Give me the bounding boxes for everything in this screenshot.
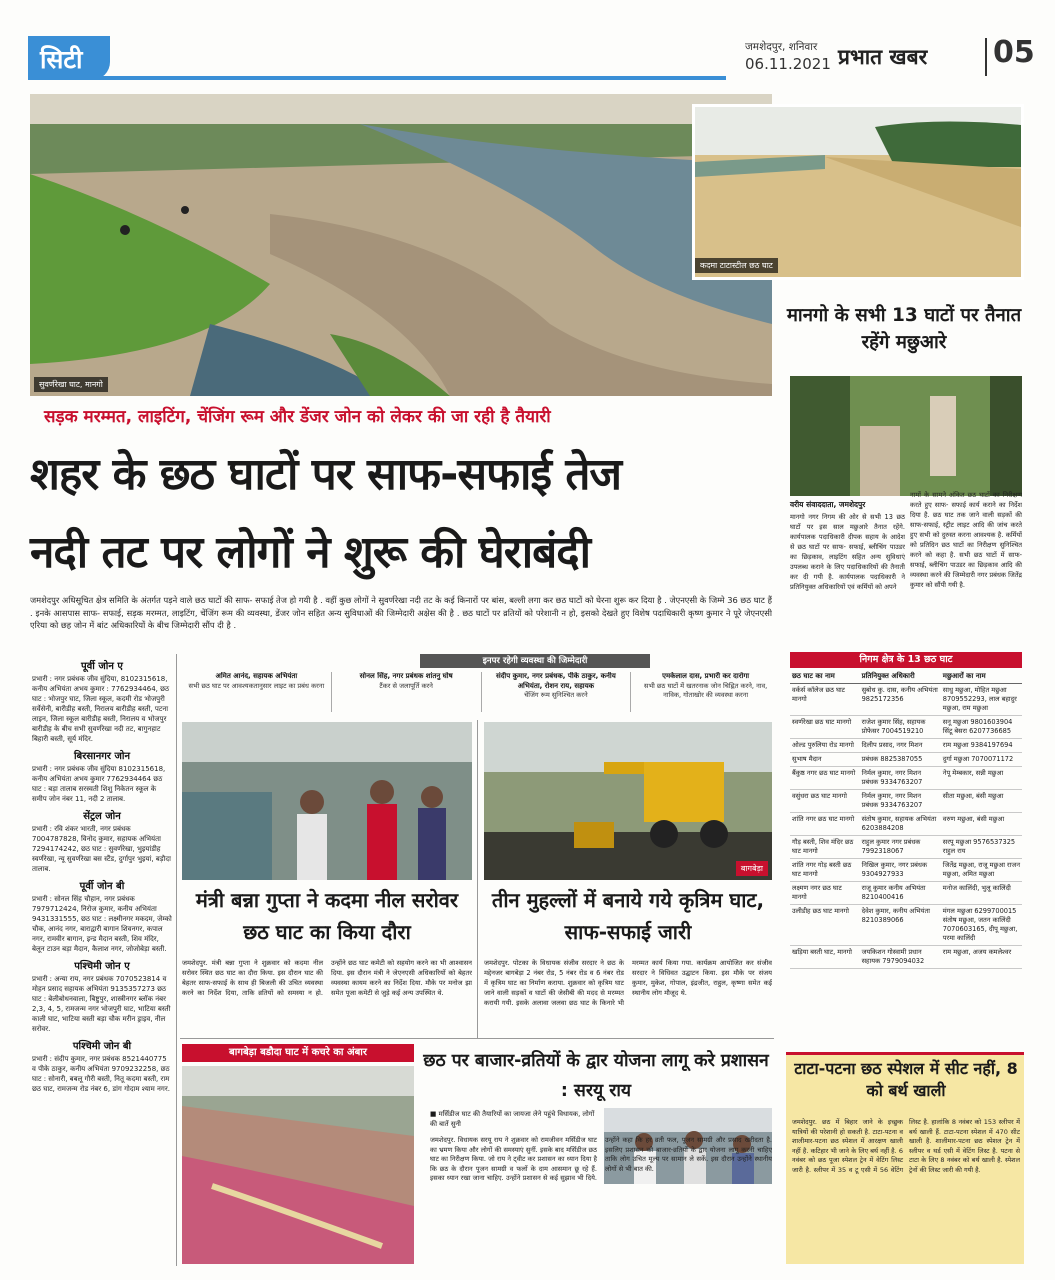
ghat-officer-cell: देवेश कुमार, कनीय अभियंता 8210389066 <box>860 905 941 946</box>
ghat-name-cell: खड़िया बस्ती घाट, मानगो <box>790 946 860 969</box>
ghat-col-fishermen: मछुआरों का नाम <box>941 670 1022 684</box>
page-number: 05 <box>993 35 1035 70</box>
paper-logo: प्रभात खबर <box>838 45 928 69</box>
minister-headline: मंत्री बन्ना गुप्ता ने कदमा नील सरोवर छठ घाट का किया दौरा <box>195 888 459 944</box>
ghat-name-cell: लक्ष्मण नगर छठ घाट मानगो <box>790 882 860 905</box>
ghat-officer-cell: निर्मल कुमार, नगर मिशन प्रबंधक 9334763207 <box>860 767 941 790</box>
ghat-name-cell: वसुंधरा छठ घाट मानगो <box>790 790 860 813</box>
ghat-officer-cell: राजेश कुमार सिंह, सहायक प्रोफेसर 7004519210 <box>860 716 941 739</box>
responsibility-name: एमकेलाल दास, प्रभारी कर दारोगा <box>662 672 750 680</box>
zone-body: प्रभारी : नगर प्रबंधक जीव सुंदिया 8102315618, कनीय अभियंता अभय कुमार 7762934464 छठ घाट : बड़ा तालाब सरस्वती शिशु निकेतन स्कूल के समीप जोन नंबर 11, नदी 2 तालाब. <box>32 765 166 803</box>
ghat-officer-cell: दिलीप प्रसाद, नगर मिशन <box>860 739 941 753</box>
responsibility-name: संदीप कुमार, नगर प्रबंधक, पीके ठाकुर, कनीय अभियंता, रोशन राय, सहायक <box>495 672 616 690</box>
ghat-table-row <box>790 882 1022 905</box>
ghat-officer-cell: सुबोध कु. दास, कनीय अभियंता 9825172356 <box>860 684 941 716</box>
inset-ghat-illustration <box>695 107 1021 277</box>
responsibility-name: अमित आनंद, सहायक अभियंता <box>215 672 298 680</box>
zone-column <box>32 654 172 1266</box>
ghat-name-cell: गौड़ बस्ती, शिव मंदिर छठ घाट मानगो <box>790 836 860 859</box>
zone-body: प्रभारी : संदीप कुमार, नगर प्रबंधक 8521440775 व पीके ठाकुर, कनीय अभियंता 9709232258, छठ घाट : सोनारी, बबलू गौरी बस्ती, नितू कदमा बस्ती, राम छठ घाट, रामजन्म रोड नंबर 6, डांग गोदाम श्याम नगर. <box>32 1055 170 1093</box>
ghat-officer-cell: राहुल कुमार नगर प्रबंधक 7992318067 <box>860 836 941 859</box>
responsibility-name: सोनल सिंह, नगर प्रबंधक शांतनु घोष <box>359 672 453 680</box>
ghat-table-row <box>790 836 1022 859</box>
saryu-body: जमशेदपुर. विधायक सरयू राय ने शुक्रवार को रामजीवन मर्सिडीज घाट का भ्रमण किया और लोगों की समस्याएं सुनीं. इसके बाद मर्सिडीज छठ घाट का निरीक्षण किया. जो राय ने ट्वीट कर प्रशासन का ध्यान दिया है कि छठ के दौरान पूजन सामग्री व फलों के दाम आसमान छू रहे हैं. इसका ध्यान रखा जाना चाहिए. उन्होंने प्रशासन से कई सुझाव भी दिये. उन्होंने कहा कि हर व्रती फल, पूजन सामग्री और प्रसाद खरीदता है. इसलिए प्रशासन को बाजार-व्रतियों के द्वार योजना लागू करनी चाहिए ताकि लोग उचित मूल्य पर सामान ले सकें. इस दौरान उन्होंने स्थानीय लोगों से भी बात की. <box>430 1136 772 1183</box>
saryu-headline: छठ पर बाजार-व्रतियों के द्वार योजना लागू करे प्रशासन : सरयू राय <box>423 1051 769 1101</box>
zone-body: प्रभारी : नगर प्रबंधक जीव सुंदिया, 8102315618, कनीय अभियंता अभय कुमार : 7762934464, छठ घाट : भोजपुर घाट, जिला स्कूल, कदमी रोड भोजपुरी सर्वेसेनी, बारीडीह बस्ती, निरालय बारीडीह बस्ती, पटना लाइन, जिला स्कूल बारीडीह बस्ती, निरालय व भोजपुर बारीडीह के बीच सभी सुवर्णरेखा नदी तट, बागुनहाट बिहारी बस्ती, सूर्य मंदिर. <box>32 675 170 743</box>
lead-kicker: सड़क मरम्मत, लाइटिंग, चेंजिंग रूम और डेंजर जोन को लेकर की जा रही है तैयारी <box>44 407 551 427</box>
saryu-bullet <box>430 1110 598 1129</box>
ghat-officer-cell: निर्मल कुमार, नगर मिशन प्रबंधक 9334763207 <box>860 790 941 813</box>
ghat-name-cell: शांति नगर गोड़ बस्ती छठ घाट मानगो <box>790 859 860 882</box>
garbage-photo <box>182 1066 414 1264</box>
ghat-officer-cell: संतोष कुमार, सहायक अभियंता 6203884208 <box>860 813 941 836</box>
ghat-name-cell: सुभाष मैदान <box>790 753 860 767</box>
ghat-fishermen-cell: सरपू मछुआ 9576537325 राहुल राय <box>941 836 1022 859</box>
lead-headline-1: शहर के छठ घाटों पर साफ-सफाई तेज <box>30 449 622 500</box>
city-day: जमशेदपुर, शनिवार <box>745 41 818 53</box>
responsibility-item <box>182 672 331 712</box>
zone-title: पूर्वी जोन बी <box>79 881 125 892</box>
ghat-fishermen-cell: राम मछुआ 9384197694 <box>941 739 1022 753</box>
ghat-table-row <box>790 946 1022 969</box>
mango-byline: वरीय संवाददाता, जमशेदपुर <box>790 500 866 509</box>
jcb-photo-tag: बागबेड़ा <box>736 861 768 876</box>
masthead <box>0 0 1055 86</box>
train-headline: टाटा-पटना छठ स्पेशल में सीट नहीं, 8 को बर्थ खाली <box>794 1059 1018 1100</box>
top-photo-caption: सुवर्णरेखा घाट, मानगो <box>34 377 108 392</box>
ghat-col-officer: प्रतिनियुक्त अधिकारी <box>860 670 941 684</box>
saryu-bullet-text: मर्सिडीज घाट की तैयारियों का जायजा लेने पहुंचे विधायक, लोगों की बातें सुनी <box>430 1110 595 1128</box>
ghat-table-row <box>790 767 1022 790</box>
responsibility-role: सभी छठ घाट पर आवश्यकतानुसार लाइट का प्रबंध करना <box>188 681 325 690</box>
responsibility-row <box>182 672 780 712</box>
minister-body: जमशेदपुर. मंत्री बन्ना गुप्ता ने शुक्रवार को कदमा नील सरोवर स्थित छठ घाट का दौरा किया. इस दौरान घाट की बेहतर साफ-सफाई के साथ ही बिजली की उचित व्यवस्था करने का निर्देश दिया, ताकि व्रतियों को समस्या न हो. उन्होंने छठ घाट कमेटी को सहयोग करने का भी आश्वासन दिया. इस दौरान मंत्री ने जेएनएसी अधिकारियों को बेहतर व्यवस्था कायम करने का निर्देश दिया. मौके पर मनोज झा समेत पूजा कमेटी से जुड़े कई अन्य उपस्थित थे. <box>182 959 472 997</box>
lead-intro: जमशेदपुर अधिसूचित क्षेत्र समिति के अंतर्गत पड़ने वाले छठ घाटों की साफ- सफाई तेज हो गयी है . वहीं कुछ लोगों ने सुवर्णरेखा नदी तट के कई किनारों पर बांस, बल्ली लगा कर छठ घाटों को घेरना शुरू कर दिया है . जेएनएसी के जिम्मे 36 छठ घाट हैं . इनके आसपास साफ- सफाई, सड़क मरम्मत, लाइटिंग, चेंजिंग रूम की व्यवस्था, डेंजर जोन सहित अन्य सुविधाओं की जिम्मेदारी अक्षेस की है . छठ घाटों पर व्रतियों को परेशानी न हो, इसको देखते हुए विशेष पदाधिकारी कृष्ण कुमार ने पूरे जेएनएसी एरिया को छह जोन में बांट अधिकारियों के बीच जिम्मेदारी सौंप दी है . <box>30 595 772 630</box>
ghat-officer-cell: जयकिशन गोस्वामी प्रधान सहायक 7979094032 <box>860 946 941 969</box>
ghat-name-cell: ओल्ड पुरुलिया रोड मानगो <box>790 739 860 753</box>
mango-body-1: मानगो नगर निगम की ओर से सभी 13 छठ घाटों पर इस साल मछुआरे तैनात रहेंगे. कार्यपालक पदाधिकारी दीपक सहाय के आदेश से छठ घाटों पर साफ- सफाई, ब्लीचिंग पाउडर का छिड़काव, लाइटिंग सहित अन्य सुविधाएं उपलब्ध कराने के लिए पदाधिकारियों की तैनाती कर दी गयी है. कार्यपालक पदाधिकारी ने प्रतिनियुक्त अधिकारियों एवं कर्मियों को अपने <box>790 513 905 591</box>
minister-photo <box>182 722 472 880</box>
zone-body: प्रभारी : अन्या राय, नगर प्रबंधक 7070523814 व मोहन प्रसाद सहायक अभियंता 9135357273 छठ घाट : बेलीबोधनवाला, बिष्टुपुर, शास्त्रीनगर ब्लॉक नंबर 2,3, 4, 5, रामजन्म नगर भोजपुरी घाट, भाटिया बस्ती काली घाट, भाटिया बस्ती बड़ा चौक मरीन ड्राइव, नील सरोवर. <box>32 975 171 1033</box>
ghat-table-row <box>790 905 1022 946</box>
bullet-icon: ■ <box>430 1110 439 1118</box>
ghat-table-row <box>790 716 1022 739</box>
zone-title: पश्चिमी जोन बी <box>72 1041 132 1052</box>
section-tab-line <box>28 76 726 80</box>
ghat-name-cell: वर्कर्स कॉलेज छठ घाट मानगो <box>790 684 860 716</box>
ghat-name-cell: शांति नगर छठ घाट मानगो <box>790 813 860 836</box>
mango-headline: मानगो के सभी 13 घाटों पर तैनात रहेंगे मछुआरे <box>786 305 1022 353</box>
zone-title: सेंट्रल जोन <box>83 811 121 822</box>
ghat-table-row <box>790 684 1022 716</box>
ghat-officer-cell: प्रबंधक 8825387055 <box>860 753 941 767</box>
mango-photo <box>790 376 1022 496</box>
ghat-table-row <box>790 753 1022 767</box>
ghat-fishermen-cell: सीता मछुआ, बंसी मछुआ <box>941 790 1022 813</box>
ghat-table-header-row <box>790 670 1022 684</box>
zone-body: प्रभारी : रवि शंकर भारती, नगर प्रबंधक 7004787828, विनोद कुमार, सहायक अभियंता 7294174242, छठ घाट : सुवर्णरेखा, भुइयांडीह स्वर्णरेखा, न्यू सुवर्णरेखा बस स्टैंड, दुर्गापुर भुइयां, बड़ौदा तालाब. <box>32 825 171 873</box>
zone-column-divider <box>176 654 177 1266</box>
garbage-banner: बागबेड़ा बडौदा घाट में कचरे का अंबार <box>182 1044 414 1062</box>
train-body: जमशेदपुर. छठ में बिहार जाने के इच्छुक यात्रियों की परेशानी हो सकती है. टाटा-पटना व शालीमार-पटना छठ स्पेशल में आरक्षण खाली नहीं है. कटिहार भी जाने के लिए बर्थ नहीं है. 6 नवंबर को छठ पूजा स्पेशल ट्रेन में वेटिंग लिस्ट जारी है. स्लीपर में 35 व टू एसी में 56 वेटिंग लिस्ट है. हालांकि 8 नवंबर को 153 स्लीपर में बर्थ खाली हैं. टाटा-पटना स्पेशल में 470 सीट खाली है. शालीमार-पटना छठ स्पेशल ट्रेन में स्लीपर व थर्ड एसी में वेटिंग लिस्ट है. पटना से टाटा के लिए 8 नवंबर को बर्थ खाली है. स्पेशल ट्रेनों की लिस्ट जारी की गयी है. <box>792 1118 1020 1174</box>
inset-ghat-photo <box>692 104 1024 280</box>
middle-divider <box>477 720 478 1038</box>
mango-photo-illustration <box>790 376 1022 496</box>
ghat-col-name: छठ घाट का नाम <box>790 670 860 684</box>
section-label: सिटी <box>40 45 83 74</box>
artificial-body: जमशेदपुर. पोटका के विधायक संजीव सरदार ने छठ के मद्देनजर बागबेड़ा 2 नंबर रोड, 5 नंबर रोड व 6 नंबर रोड में कृत्रिम घाट का निर्माण कराया. शुक्रवार को कृत्रिम घाट जाने वाली सड़कों व घाटों की जेसीबी की मदद से मरम्मत करायी गयी. इसके अलावा जलवा छठ घाट के किनारे भी मरम्मत कार्य किया गया. कार्यक्रम आयोजित कर संजीव सरदार ने विधिवत उद्घाटन किया. इस मौके पर संजय कुमार, मुकेश, गोपाल, इंद्रजीत, राहुल, कृष्णा समेत कई स्थानीय लोग मौजूद थे. <box>484 959 772 1007</box>
ghat-name-cell: बैंकुष्ठ नगर छठ घाट मानगो <box>790 767 860 790</box>
zone-title: बिरसानगर जोन <box>73 751 131 762</box>
minister-photo-illustration <box>182 722 472 880</box>
mango-body-2: नामों के सामने अंकित छठ घाटों का निरीक्षण करते हुए साफ- सफाई कार्य कराने का निर्देश दिया है. छठ घाट तक जाने वाली सड़कों की साफ-सफाई, स्ट्रीट लाइट आदि की जांच करते हुए सभी को दुरुस्त करना आवश्यक है. कर्मियों को प्रतिदिन छठ घाटों का निरीक्षण सुनिश्चित करने को कहा है. सभी छठ घाटों में साफ-सफाई, ब्लीचिंग पाउडर का छिड़काव आदि की व्यवस्था करने की जिम्मेदारी नगर प्रबंधक जितेंद्र कुमार को सौंपी गयी है. <box>910 491 1022 589</box>
logo-divider <box>985 38 987 76</box>
ghat-fishermen-cell: मनोज कालिंदी, भुलू कालिंदी <box>941 882 1022 905</box>
ghat-fishermen-cell: वरुण मछुआ, बंसी मछुआ <box>941 813 1022 836</box>
ghat-table-row <box>790 813 1022 836</box>
ghat-fishermen-cell: राम मछुआ, अजय कमलेश्वर <box>941 946 1022 969</box>
ghat-fishermen-cell: दुर्गा मछुआ 7070071172 <box>941 753 1022 767</box>
ghat-fishermen-cell: नेपू मेम्बकार, सन्नी मछुआ <box>941 767 1022 790</box>
garbage-photo-illustration <box>182 1066 414 1264</box>
horizontal-rule <box>180 1038 774 1039</box>
responsibility-role: सभी छठ घाटों में खतरनाक जोन चिह्नित करने, नाव, नाविक, गोताखोर की व्यवस्था करना <box>644 681 768 699</box>
ghat-table-title: निगम क्षेत्र के 13 छठ घाट <box>790 652 1022 668</box>
ghat-table-row <box>790 739 1022 753</box>
ghat-table-row <box>790 859 1022 882</box>
responsibility-role: चेंजिंग रूम सुनिश्चित करने <box>524 691 588 699</box>
zone-title: पूर्वी जोन ए <box>81 661 123 672</box>
lead-headline-2: नदी तट पर लोगों ने शुरू की घेराबंदी <box>30 527 591 578</box>
zone-body: प्रभारी : सोनल सिंह चौहान, नगर प्रबंधक 7979712424, निरोज कुमार, कनीय अभियंता 9431331555, छठ घाट : लक्ष्मीनगर मकदम, जेम्को चौक, आनंद नगर, बाराद्वारी बागान शिवनगर, कपाल नगर, रामवीर बागान, इन्ड मैदान बस्ती, शिव मंदिर, बेलून टाउन बड़ा मैदान, कैलाश नगर, जोजोबेड़ा बस्ती. <box>32 895 172 953</box>
ghat-fishermen-cell: मंगल मछुआ 6299700015 संतोष मछुआ, जतन कालिंदी 7070603165, दीपू मछुआ, परमा कालिंदी <box>941 905 1022 946</box>
ghat-table-row <box>790 790 1022 813</box>
jcb-photo <box>484 722 772 880</box>
responsibility-role: टैंकर से जलापूर्ति करने <box>379 681 433 690</box>
ghat-name-cell: स्वर्णरेखा छठ घाट मानगो <box>790 716 860 739</box>
ghat-table-wrap <box>790 670 1022 1042</box>
river-ghat-illustration <box>30 94 772 396</box>
ghat-fishermen-cell: जितेंद्र मछुआ, राजू मछुआ राजन मछुआ, अमित मछुआ <box>941 859 1022 882</box>
responsibility-banner: इनपर रहेगी व्यवस्था की जिम्मेदारी <box>420 654 650 668</box>
river-ghat-photo <box>30 94 772 396</box>
zone-title: पश्चिमी जोन ए <box>74 961 130 972</box>
issue-date: 06.11.2021 <box>745 55 831 73</box>
ghat-officer-cell: राजू कुमार कनीय अभियंता 8210400416 <box>860 882 941 905</box>
inset-photo-caption: कदमा टाटास्टील छठ घाट <box>695 258 778 273</box>
ghat-fishermen-cell: साधु मछुआ, मोहित मछुआ 8709552293, लाल बहादुर मछुआ, राम मछुआ <box>941 684 1022 716</box>
ghat-table <box>790 670 1022 969</box>
jcb-photo-illustration <box>484 722 772 880</box>
responsibility-item <box>331 672 481 712</box>
ghat-name-cell: उलीडीह छठ घाट मानगो <box>790 905 860 946</box>
artificial-headline: तीन मुहल्लों में बनाये गये कृत्रिम घाट, साफ-सफाई जारी <box>491 888 765 944</box>
ghat-fishermen-cell: सनू मछुआ 9801603904 सिंटू बेसरा 6207736685 <box>941 716 1022 739</box>
responsibility-item <box>630 672 780 712</box>
ghat-officer-cell: निखिल कुमार, नगर प्रबंधक 9304927933 <box>860 859 941 882</box>
responsibility-item <box>481 672 631 712</box>
